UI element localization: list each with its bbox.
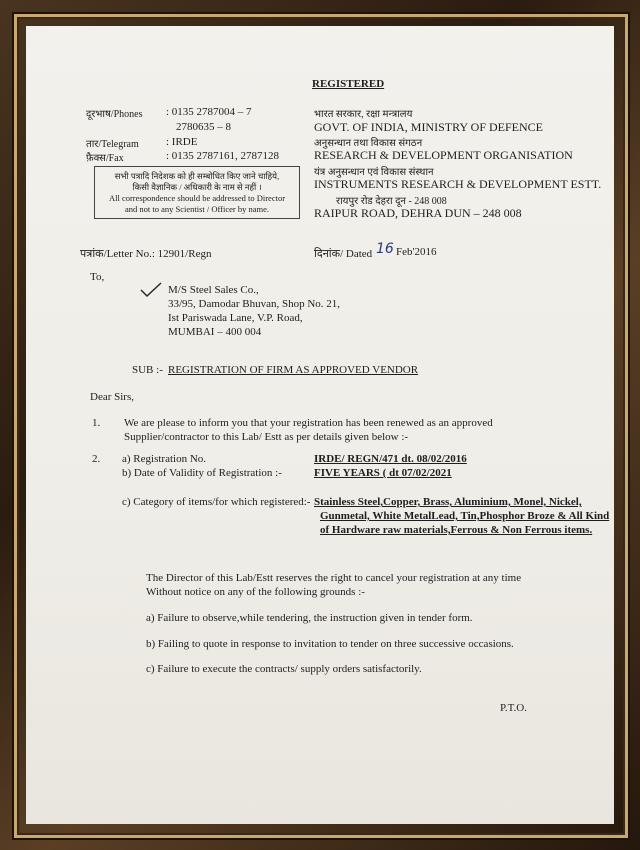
to-label: To,: [90, 271, 105, 283]
org-hindi-3: यंत्र अनुसन्धान एवं विकास संस्थान: [314, 167, 434, 178]
registration-no-label: a) Registration No.: [122, 453, 207, 465]
telegram-label: तार/Telegram: [86, 139, 139, 150]
notice-english-1: All correspondence should be addressed to Director: [108, 193, 286, 203]
correspondence-notice-box: [94, 166, 300, 219]
dated-day: 16: [376, 241, 394, 257]
phones-label: दूरभाष/Phones: [86, 109, 143, 120]
org-irde: INSTRUMENTS RESEARCH & DEVELOPMENT ESTT.: [314, 177, 602, 191]
validity-label: b) Date of Validity of Registration :-: [122, 467, 282, 479]
para1-number: 1.: [92, 417, 101, 429]
category-value-line3: of Hardware raw materials,Ferrous & Non Ferrous items.: [320, 524, 593, 536]
notice-hindi-1: सभी पत्रादि निदेशक को ही सम्बोधित किए जाने चाहिये,: [114, 171, 280, 181]
org-hindi-1: भारत सरकार, रक्षा मन्त्रालय: [314, 109, 413, 120]
validity-value: FIVE YEARS ( dt 07/02/2021: [314, 467, 452, 479]
dated-month-year: Feb'2016: [396, 246, 437, 258]
org-hindi-2: अनुसन्धान तथा विकास संगठन: [314, 138, 423, 149]
reserve-line1: The Director of this Lab/Estt reserves the right to cancel your registration at any time: [146, 572, 522, 584]
address-line-1: M/S Steel Sales Co.,: [168, 284, 259, 296]
address-line-3: Ist Pariswada Lane, V.P. Road,: [168, 312, 303, 324]
letter-number: पत्रांक/Letter No.: 12901/Regn: [80, 248, 212, 260]
notice-hindi-2: किसी वैज्ञानिक / अधिकारी के नाम से नहीं ।: [132, 182, 262, 192]
pto-mark: P.T.O.: [500, 702, 527, 714]
fax-value: : 0135 2787161, 2787128: [166, 150, 280, 162]
para1-line1: We are please to inform you that your registration has been renewed as an approved: [124, 417, 493, 429]
phones-line1: : 0135 2787004 – 7: [166, 106, 252, 118]
category-value-line1: Stainless Steel,Copper, Brass, Aluminium, Monel, Nickel,: [314, 496, 582, 508]
address-line-2: 33/95, Damodar Bhuvan, Shop No. 21,: [168, 298, 341, 310]
phones-line2: 2780635 – 8: [176, 121, 231, 133]
org-ministry: GOVT. OF INDIA, MINISTRY OF DEFENCE: [314, 120, 544, 134]
letter-document: [26, 26, 614, 824]
fax-label: फ़ैक्स/Fax: [86, 153, 124, 164]
ground-b: b) Failing to quote in response to invitation to tender on three successive occasions.: [146, 638, 514, 650]
dated-label: दिनांक/ Dated: [314, 248, 373, 260]
org-address: RAIPUR ROAD, DEHRA DUN – 248 008: [314, 206, 522, 220]
telegram-value: : IRDE: [166, 136, 198, 148]
address-line-4: MUMBAI – 400 004: [168, 326, 262, 338]
reserve-line2: Without notice on any of the following grounds :-: [146, 586, 365, 598]
subject-label: SUB :-: [132, 364, 163, 376]
ground-a: a) Failure to observe,while tendering, the instruction given in tender form.: [146, 612, 473, 624]
category-label: c) Category of items/for which registered:-: [122, 496, 311, 508]
org-drdo: RESEARCH & DEVELOPMENT ORGANISATION: [314, 148, 573, 162]
category-value-line2: Gunmetal, White MetalLead, Tin,Phosphor Broze & All Kind: [320, 510, 610, 522]
para1-line2: Supplier/contractor to this Lab/ Estt as per details given below :-: [124, 431, 409, 443]
para2-number: 2.: [92, 453, 101, 465]
salutation: Dear Sirs,: [90, 391, 134, 403]
registered-heading: REGISTERED: [312, 78, 385, 90]
notice-english-2: and not to any Scientist / Officer by name.: [124, 204, 270, 214]
registration-no-value: IRDE/ REGN/471 dt. 08/02/2016: [314, 453, 467, 465]
ground-c: c) Failure to execute the contracts/ supply orders satisfactorily.: [146, 663, 422, 675]
subject-text: REGISTRATION OF FIRM AS APPROVED VENDOR: [168, 364, 419, 376]
tick-mark-icon: [140, 282, 162, 298]
org-hindi-4: रायपुर रोड देहरा दून - 248 008: [336, 196, 447, 207]
